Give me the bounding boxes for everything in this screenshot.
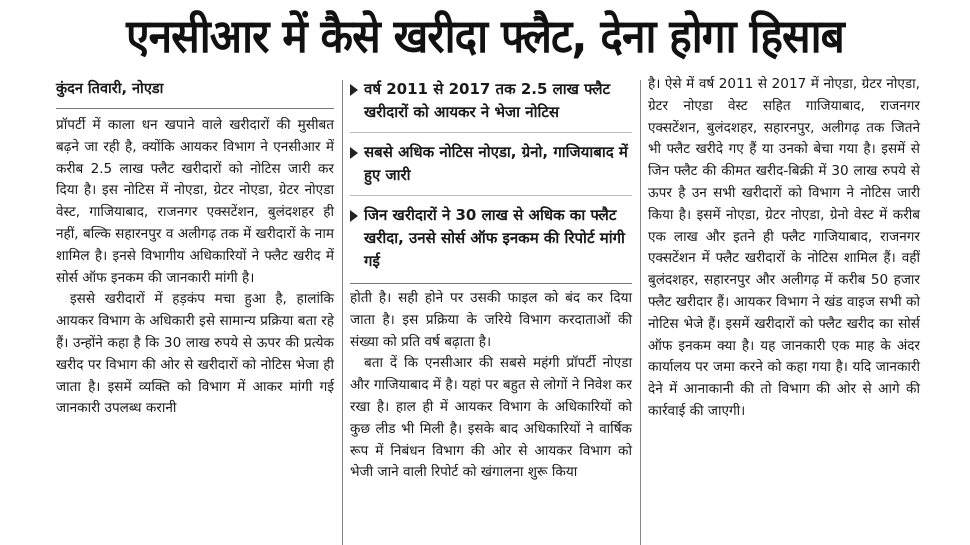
highlights-box <box>350 74 632 284</box>
highlight-text: जिन खरीदारों ने 30 लाख से अधिक का फ्लैट खरीदा, उनसे सोर्स ऑफ इनकम की रिपोर्ट मांगी गई <box>364 206 625 270</box>
arrow-bullet-icon <box>350 147 358 159</box>
article-paragraph: है। ऐसे में वर्ष 2011 से 2017 में नोएडा, ग्रेटर नोएडा, ग्रेटर नोएडा वेस्ट सहित गाजियाबाद, राजनगर एक्सटेंशन, बुलंदशहर, सहारनपुर, अलीगढ़ तक जितने भी फ्लैट खरीदे गए हैं या उनको बेचा गया है। इसमें से जिन फ्लैट की कीमत खरीद-बिक्री में 30 लाख रुपये से ऊपर है उन सभी खरीदारों को विभाग ने नोटिस जारी किया है। इसमें नोएडा, ग्रेटर नोएडा, ग्रेनो वेस्ट में करीब एक लाख और इतने ही फ्लैट गाजियाबाद, राजनगर एक्सटेंशन में फ्लैट खरीदारों के नोटिस शामिल हैं। वहीं बुलंदशहर, सहारनपुर और अलीगढ़ में करीब 50 हजार फ्लैट खरीदार हैं। आयकर विभाग ने खंड वाइज सभी को नोटिस भेजे हैं। इसमें खरीदारों को फ्लैट खरीद का सोर्स ऑफ इनकम क्या है। यह जानकारी एक माह के अंदर कार्यालय पर जमा करने को कहा गया है। यदि जानकारी देने में आनाकानी की तो विभाग की ओर से आगे की कार्रवाई की जाएगी। <box>648 76 920 419</box>
headline: एनसीआर में कैसे खरीदा फ्लैट, देना होगा हिसाब <box>126 9 844 63</box>
article-paragraph: बता दें कि एनसीआर की सबसे महंगी प्रॉपर्टी नोएडा और गाजियाबाद में है। यहां पर बहुत से लोगों ने निवेश कर रखा है। हाल ही में आयकर विभाग के अधिकारियों को कुछ लीड भी मिली है। इसके बाद अधिकारियों ने वार्षिक रूप में निबंधन विभाग की ओर से आयकर विभाग को भेजी जाने वाली रिपोर्ट को खंगालना शुरू किया <box>350 355 632 481</box>
article-column-3 <box>648 74 920 545</box>
highlight-item <box>350 78 632 124</box>
arrow-bullet-icon <box>350 210 358 222</box>
article-column-1 <box>56 74 334 545</box>
column-divider-1 <box>342 80 343 545</box>
byline: कुंदन तिवारी, नोएडा <box>56 74 334 109</box>
highlight-item <box>350 141 632 187</box>
article-paragraph: होती है। सही होने पर उसकी फाइल को बंद कर दिया जाता है। इस प्रक्रिया के जरिये विभाग करदाताओं की संख्या को प्रति वर्ष बढ़ाता है। <box>350 290 632 350</box>
highlight-text: वर्ष 2011 से 2017 तक 2.5 लाख फ्लैट खरीदारों को आयकर ने भेजा नोटिस <box>364 80 611 121</box>
highlight-item <box>350 204 632 273</box>
article-column-2 <box>350 74 632 545</box>
arrow-bullet-icon <box>350 84 358 96</box>
column-divider-2 <box>640 80 641 545</box>
article-paragraph: प्रॉपर्टी में काला धन खपाने वाले खरीदारों की मुसीबत बढ़ने जा रही है, क्योंकि आयकर विभाग ने एनसीआर में करीब 2.5 लाख फ्लैट खरीदारों को नोटिस जारी कर दिया है। इस नोटिस में नोएडा, ग्रेटर नोएडा, ग्रेटर नोएडा वेस्ट, गाजियाबाद, राजनगर एक्सटेंशन, बुलंदशहर ही नहीं, बल्कि सहारनपुर व अलीगढ़ तक में खरीदारों के नाम शामिल है। इनसे विभागीय अधिकारियों ने फ्लैट खरीद में सोर्स ऑफ इनकम की जानकारी मांगी है। <box>56 117 334 286</box>
highlight-divider <box>350 132 632 133</box>
highlight-text: सबसे अधिक नोटिस नोएडा, ग्रेनो, गाजियाबाद में हुए जारी <box>364 143 628 184</box>
article-paragraph: इससे खरीदारों में हड़कंप मचा हुआ है, हालांकि आयकर विभाग के अधिकारी इसे सामान्य प्रक्रिया बता रहे हैं। उन्होंने कहा है कि 30 लाख रुपये से ऊपर की प्रत्येक खरीद पर विभाग की ओर से खरीदारों को नोटिस भेजा ही जाता है। इसमें व्यक्ति को विभाग में आकर मांगी गई जानकारी उपलब्ध करानी <box>56 291 334 417</box>
highlight-divider <box>350 195 632 196</box>
